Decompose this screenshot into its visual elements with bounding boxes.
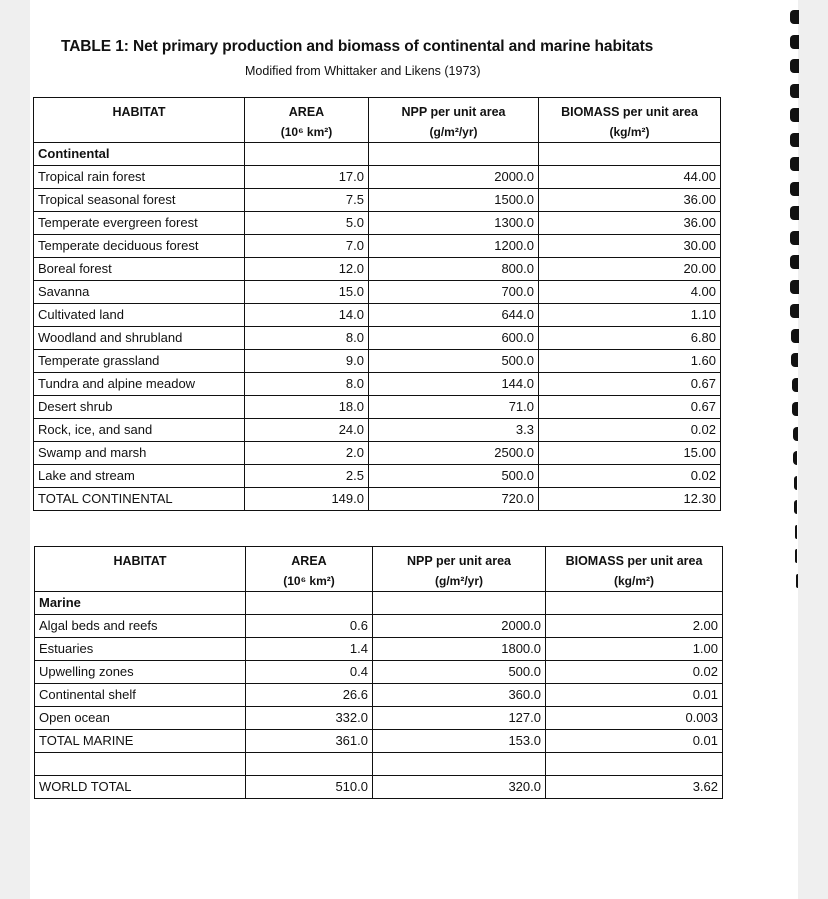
- area-cell: 24.0: [245, 419, 369, 442]
- biomass-header: [546, 547, 723, 592]
- area-cell: 9.0: [245, 350, 369, 373]
- world-total-row: [35, 776, 723, 799]
- npp-cell: 600.0: [369, 327, 539, 350]
- npp-cell: 360.0: [373, 684, 546, 707]
- area-cell: 332.0: [246, 707, 373, 730]
- binding-hole: [790, 182, 799, 196]
- npp-cell: 144.0: [369, 373, 539, 396]
- biomass-header-unit: (kg/m²): [614, 574, 654, 588]
- binding-hole: [790, 206, 799, 220]
- npp-header-unit: (g/m²/yr): [429, 125, 478, 139]
- table-row: [35, 730, 723, 753]
- binding-hole: [790, 84, 799, 98]
- npp-cell: 1500.0: [369, 189, 539, 212]
- area-header-label: AREA: [291, 554, 327, 568]
- table-row: [35, 707, 723, 730]
- biomass-cell: 36.00: [539, 212, 721, 235]
- table-title: TABLE 1: Net primary production and biomass of continental and marine habitats: [61, 38, 654, 55]
- biomass-cell: 44.00: [539, 166, 721, 189]
- blank-row: [35, 753, 723, 776]
- area-cell: 12.0: [245, 258, 369, 281]
- table-row: [34, 166, 721, 189]
- area-cell: 18.0: [245, 396, 369, 419]
- area-cell: 2.0: [245, 442, 369, 465]
- biomass-cell: 2.00: [546, 615, 723, 638]
- npp-cell: 800.0: [369, 258, 539, 281]
- biomass-cell: 30.00: [539, 235, 721, 258]
- npp-cell: 153.0: [373, 730, 546, 753]
- habitat-cell: WORLD TOTAL: [35, 776, 246, 799]
- biomass-header-label: BIOMASS per unit area: [561, 105, 698, 119]
- biomass-cell: 4.00: [539, 281, 721, 304]
- npp-cell: 320.0: [373, 776, 546, 799]
- binding-hole: [795, 525, 797, 539]
- binding-hole: [790, 108, 799, 122]
- habitat-cell: Algal beds and reefs: [35, 615, 246, 638]
- habitat-cell: Boreal forest: [34, 258, 245, 281]
- biomass-header: [539, 98, 721, 143]
- area-cell: 361.0: [246, 730, 373, 753]
- binding-hole: [790, 59, 799, 73]
- table-row: [35, 615, 723, 638]
- biomass-cell: 3.62: [546, 776, 723, 799]
- npp-cell: 500.0: [369, 350, 539, 373]
- habitat-cell: Lake and stream: [34, 465, 245, 488]
- area-header: [246, 547, 373, 592]
- binding-hole: [794, 476, 797, 490]
- area-cell: 5.0: [245, 212, 369, 235]
- habitat-cell: [35, 753, 246, 776]
- habitat-cell: TOTAL CONTINENTAL: [34, 488, 245, 511]
- biomass-cell: 1.60: [539, 350, 721, 373]
- table-row: [34, 488, 721, 511]
- npp-cell: 1300.0: [369, 212, 539, 235]
- section-label: Continental: [34, 143, 245, 166]
- header-row: [35, 547, 723, 592]
- biomass-cell: 1.00: [546, 638, 723, 661]
- habitat-cell: Desert shrub: [34, 396, 245, 419]
- binding-hole: [792, 378, 799, 392]
- binding-hole: [790, 231, 799, 245]
- table-row: [35, 638, 723, 661]
- binding-hole: [792, 402, 798, 416]
- area-cell: 15.0: [245, 281, 369, 304]
- habitat-cell: Estuaries: [35, 638, 246, 661]
- binding-hole: [793, 427, 798, 441]
- table-row: [34, 419, 721, 442]
- table-row: [34, 189, 721, 212]
- area-cell: 0.4: [246, 661, 373, 684]
- table-row: [34, 442, 721, 465]
- table-row: [34, 258, 721, 281]
- biomass-cell: 6.80: [539, 327, 721, 350]
- npp-header-unit: (g/m²/yr): [435, 574, 483, 588]
- area-header-unit: (10⁶ km²): [283, 574, 335, 588]
- table-row: [35, 684, 723, 707]
- binding-hole: [790, 133, 799, 147]
- habitat-cell: Savanna: [34, 281, 245, 304]
- table-row: [34, 465, 721, 488]
- npp-cell: 127.0: [373, 707, 546, 730]
- continental-table: [33, 97, 721, 511]
- npp-header: [373, 547, 546, 592]
- binding-hole: [790, 157, 799, 171]
- npp-cell: 71.0: [369, 396, 539, 419]
- npp-cell: 644.0: [369, 304, 539, 327]
- habitat-cell: Cultivated land: [34, 304, 245, 327]
- npp-header-label: NPP per unit area: [401, 105, 506, 119]
- biomass-cell: 20.00: [539, 258, 721, 281]
- biomass-cell: 1.10: [539, 304, 721, 327]
- area-cell: 8.0: [245, 327, 369, 350]
- npp-cell: 1800.0: [373, 638, 546, 661]
- area-header-unit: (10⁶ km²): [280, 125, 333, 139]
- habitat-cell: Tundra and alpine meadow: [34, 373, 245, 396]
- binding-hole: [794, 500, 797, 514]
- biomass-cell: [546, 753, 723, 776]
- area-cell: 8.0: [245, 373, 369, 396]
- habitat-cell: Upwelling zones: [35, 661, 246, 684]
- binding-hole: [793, 451, 797, 465]
- habitat-cell: Temperate deciduous forest: [34, 235, 245, 258]
- biomass-cell: 0.02: [539, 419, 721, 442]
- header-row: [34, 98, 721, 143]
- npp-cell: 1200.0: [369, 235, 539, 258]
- npp-cell: 2500.0: [369, 442, 539, 465]
- biomass-header-unit: (kg/m²): [609, 125, 650, 139]
- binding-hole: [795, 549, 797, 563]
- binding-hole: [796, 574, 798, 588]
- section-row: [34, 143, 721, 166]
- npp-cell: 2000.0: [369, 166, 539, 189]
- biomass-cell: 0.67: [539, 373, 721, 396]
- table-row: [34, 396, 721, 419]
- area-cell: 7.5: [245, 189, 369, 212]
- habitat-cell: TOTAL MARINE: [35, 730, 246, 753]
- habitat-cell: Rock, ice, and sand: [34, 419, 245, 442]
- habitat-cell: Tropical seasonal forest: [34, 189, 245, 212]
- biomass-cell: 0.02: [546, 661, 723, 684]
- spiral-binding: [786, 0, 806, 899]
- area-cell: 26.6: [246, 684, 373, 707]
- area-cell: 14.0: [245, 304, 369, 327]
- npp-cell: 720.0: [369, 488, 539, 511]
- table-row: [34, 373, 721, 396]
- npp-cell: 500.0: [369, 465, 539, 488]
- npp-cell: 2000.0: [373, 615, 546, 638]
- biomass-cell: 36.00: [539, 189, 721, 212]
- biomass-cell: 0.01: [546, 730, 723, 753]
- npp-cell: 700.0: [369, 281, 539, 304]
- marine-table: [34, 546, 723, 799]
- section-row: [35, 592, 723, 615]
- npp-header: [369, 98, 539, 143]
- area-header: [245, 98, 369, 143]
- area-cell: 7.0: [245, 235, 369, 258]
- npp-cell: [373, 753, 546, 776]
- area-cell: 0.6: [246, 615, 373, 638]
- habitat-header: HABITAT: [35, 547, 246, 592]
- biomass-cell: 0.003: [546, 707, 723, 730]
- binding-hole: [790, 304, 799, 318]
- table-subtitle: Modified from Whittaker and Likens (1973): [245, 64, 481, 78]
- area-cell: 1.4: [246, 638, 373, 661]
- biomass-cell: 0.67: [539, 396, 721, 419]
- binding-hole: [791, 353, 798, 367]
- table-row: [34, 235, 721, 258]
- biomass-cell: 12.30: [539, 488, 721, 511]
- npp-cell: 3.3: [369, 419, 539, 442]
- habitat-cell: Tropical rain forest: [34, 166, 245, 189]
- section-label: Marine: [35, 592, 246, 615]
- biomass-cell: 0.01: [546, 684, 723, 707]
- area-cell: 510.0: [246, 776, 373, 799]
- habitat-header: HABITAT: [34, 98, 245, 143]
- area-cell: 149.0: [245, 488, 369, 511]
- habitat-cell: Temperate grassland: [34, 350, 245, 373]
- area-header-label: AREA: [288, 105, 325, 119]
- binding-hole: [791, 329, 799, 343]
- biomass-cell: 15.00: [539, 442, 721, 465]
- binding-hole: [790, 35, 799, 49]
- habitat-cell: Continental shelf: [35, 684, 246, 707]
- habitat-cell: Swamp and marsh: [34, 442, 245, 465]
- binding-hole: [790, 10, 799, 24]
- area-cell: [246, 753, 373, 776]
- biomass-cell: 0.02: [539, 465, 721, 488]
- binding-hole: [790, 255, 799, 269]
- biomass-header-label: BIOMASS per unit area: [565, 554, 703, 568]
- table-row: [34, 212, 721, 235]
- table-row: [34, 327, 721, 350]
- habitat-cell: Temperate evergreen forest: [34, 212, 245, 235]
- table-row: [34, 281, 721, 304]
- binding-hole: [790, 280, 799, 294]
- npp-header-label: NPP per unit area: [407, 554, 511, 568]
- table-row: [35, 661, 723, 684]
- area-cell: 2.5: [245, 465, 369, 488]
- area-cell: 17.0: [245, 166, 369, 189]
- habitat-cell: Open ocean: [35, 707, 246, 730]
- npp-cell: 500.0: [373, 661, 546, 684]
- table-row: [34, 350, 721, 373]
- habitat-cell: Woodland and shrubland: [34, 327, 245, 350]
- table-row: [34, 304, 721, 327]
